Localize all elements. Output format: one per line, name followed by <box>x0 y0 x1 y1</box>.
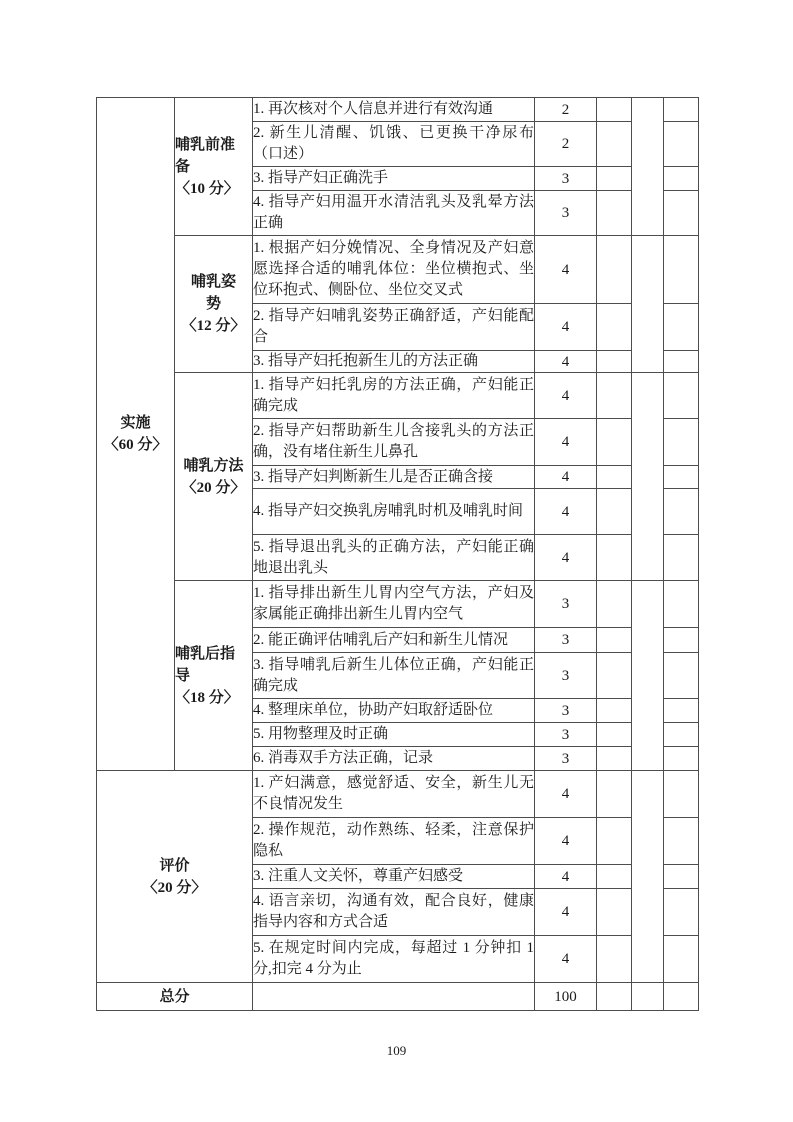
empty-cell-col6-merged <box>632 373 664 581</box>
item-cell: 3. 指导产妇判断新生儿是否正确含接 <box>253 466 535 489</box>
score-cell: 4 <box>535 466 597 489</box>
item-cell: 2. 能正确评估哺乳后产妇和新生儿情况 <box>253 628 535 653</box>
empty-cell-col7 <box>664 191 699 236</box>
empty-cell-col5 <box>597 983 632 1011</box>
score-cell: 3 <box>535 653 597 699</box>
empty-cell-col5 <box>597 167 632 191</box>
item-cell: 2. 新生儿清醒、饥饿、已更换干净尿布（口述） <box>253 122 535 167</box>
score-cell: 4 <box>535 818 597 865</box>
score-cell: 4 <box>535 865 597 889</box>
empty-cell-col7 <box>664 653 699 699</box>
score-cell: 4 <box>535 351 597 373</box>
empty-cell-col5 <box>597 373 632 419</box>
empty-cell-col6-merged <box>632 236 664 373</box>
empty-cell-col7 <box>664 236 699 304</box>
empty-cell-col7 <box>664 419 699 466</box>
stage-implementation-cell: 实施 〈60 分〉 <box>97 98 175 771</box>
score-cell: 3 <box>535 747 597 771</box>
empty-cell-col6-merged <box>632 771 664 983</box>
score-cell: 4 <box>535 535 597 581</box>
score-cell: 3 <box>535 723 597 747</box>
empty-cell-col7 <box>664 818 699 865</box>
empty-cell-col7 <box>664 723 699 747</box>
empty-cell-col7 <box>664 167 699 191</box>
breastfeeding-scoring-table <box>96 97 699 1011</box>
item-cell: 2. 指导产妇帮助新生儿含接乳头的方法正确，没有堵住新生儿鼻孔 <box>253 419 535 466</box>
empty-cell-col5 <box>597 122 632 167</box>
stage-evaluation-cell: 评价 〈20 分〉 <box>97 771 253 983</box>
empty-cell-col5 <box>597 699 632 723</box>
empty-cell-col5 <box>597 419 632 466</box>
empty-cell-col7 <box>664 304 699 351</box>
item-cell: 1. 指导产妇托乳房的方法正确，产妇能正确完成 <box>253 373 535 419</box>
item-cell: 4. 指导产妇用温开水清洁乳头及乳晕方法正确 <box>253 191 535 236</box>
empty-cell-col7 <box>664 581 699 628</box>
score-cell: 4 <box>535 771 597 818</box>
empty-cell-col7 <box>664 771 699 818</box>
empty-cell-col7 <box>664 351 699 373</box>
empty-cell-col5 <box>597 889 632 936</box>
total-label-cell: 总分 <box>97 983 253 1011</box>
total-row <box>97 983 699 1011</box>
score-cell: 4 <box>535 304 597 351</box>
empty-cell-col5 <box>597 818 632 865</box>
empty-cell-col7 <box>664 747 699 771</box>
empty-cell-col5 <box>597 747 632 771</box>
subsection-nursing-posture-cell: 哺乳姿 势 〈12 分〉 <box>175 236 253 373</box>
score-cell: 4 <box>535 236 597 304</box>
empty-cell-col5 <box>597 628 632 653</box>
empty-cell-col6 <box>632 983 664 1011</box>
item-cell: 3. 注重人文关怀，尊重产妇感受 <box>253 865 535 889</box>
item-cell: 2. 指导产妇哺乳姿势正确舒适，产妇能配合 <box>253 304 535 351</box>
empty-cell-col5 <box>597 98 632 122</box>
empty-cell-col7 <box>664 983 699 1011</box>
table-row <box>97 581 699 628</box>
subsection-post-nursing-cell: 哺乳后指 导 〈18 分〉 <box>175 581 253 771</box>
item-cell: 2. 操作规范，动作熟练、轻柔，注意保护隐私 <box>253 818 535 865</box>
empty-cell-col5 <box>597 723 632 747</box>
empty-cell-col5 <box>597 936 632 983</box>
empty-cell-col5 <box>597 535 632 581</box>
empty-cell-col7 <box>664 373 699 419</box>
item-cell: 3. 指导产妇托抱新生儿的方法正确 <box>253 351 535 373</box>
empty-cell-col7 <box>664 865 699 889</box>
empty-cell-col5 <box>597 304 632 351</box>
empty-cell-col5 <box>597 351 632 373</box>
empty-item-cell <box>253 983 535 1011</box>
score-cell: 3 <box>535 628 597 653</box>
empty-cell-col5 <box>597 191 632 236</box>
table-row <box>97 236 699 304</box>
empty-cell-col7 <box>664 628 699 653</box>
empty-cell-col5 <box>597 489 632 535</box>
empty-cell-col7 <box>664 535 699 581</box>
empty-cell-col5 <box>597 865 632 889</box>
empty-cell-col5 <box>597 653 632 699</box>
empty-cell-col7 <box>664 466 699 489</box>
score-cell: 4 <box>535 936 597 983</box>
empty-cell-col5 <box>597 466 632 489</box>
empty-cell-col7 <box>664 936 699 983</box>
item-cell: 5. 在规定时间内完成，每超过 1 分钟扣 1 分,扣完 4 分为止 <box>253 936 535 983</box>
item-cell: 1. 产妇满意，感觉舒适、安全，新生儿无不良情况发生 <box>253 771 535 818</box>
empty-cell-col7 <box>664 98 699 122</box>
score-cell: 3 <box>535 581 597 628</box>
table-row <box>97 98 699 122</box>
empty-cell-col7 <box>664 122 699 167</box>
score-cell: 4 <box>535 419 597 466</box>
empty-cell-col5 <box>597 236 632 304</box>
item-cell: 4. 整理床单位，协助产妇取舒适卧位 <box>253 699 535 723</box>
item-cell: 3. 指导产妇正确洗手 <box>253 167 535 191</box>
score-cell: 3 <box>535 167 597 191</box>
item-cell: 5. 指导退出乳头的正确方法，产妇能正确地退出乳头 <box>253 535 535 581</box>
empty-cell-col5 <box>597 771 632 818</box>
subsection-pre-nursing-cell: 哺乳前准 备 〈10 分〉 <box>175 98 253 236</box>
item-cell: 4. 语言亲切，沟通有效，配合良好，健康指导内容和方式合适 <box>253 889 535 936</box>
item-cell: 1. 根据产妇分娩情况、全身情况及产妇意愿选择合适的哺乳体位：坐位横抱式、坐位环抱式、侧卧位、坐位交叉式 <box>253 236 535 304</box>
score-cell: 4 <box>535 889 597 936</box>
item-cell: 5. 用物整理及时正确 <box>253 723 535 747</box>
empty-cell-col7 <box>664 889 699 936</box>
empty-cell-col5 <box>597 581 632 628</box>
score-cell: 4 <box>535 489 597 535</box>
table-row <box>97 373 699 419</box>
score-cell: 3 <box>535 191 597 236</box>
item-cell: 6. 消毒双手方法正确，记录 <box>253 747 535 771</box>
score-cell: 2 <box>535 122 597 167</box>
total-score-cell: 100 <box>535 983 597 1011</box>
empty-cell-col6-merged <box>632 98 664 236</box>
score-cell: 4 <box>535 373 597 419</box>
empty-cell-col6-merged <box>632 581 664 771</box>
page-number: 109 <box>386 1043 407 1058</box>
table-row <box>97 771 699 818</box>
score-cell: 3 <box>535 699 597 723</box>
score-cell: 2 <box>535 98 597 122</box>
item-cell: 3. 指导哺乳后新生儿体位正确，产妇能正确完成 <box>253 653 535 699</box>
item-cell: 1. 指导排出新生儿胃内空气方法，产妇及家属能正确排出新生儿胃内空气 <box>253 581 535 628</box>
item-cell: 1. 再次核对个人信息并进行有效沟通 <box>253 98 535 122</box>
empty-cell-col7 <box>664 699 699 723</box>
subsection-nursing-method-cell: 哺乳方法 〈20 分〉 <box>175 373 253 581</box>
empty-cell-col7 <box>664 489 699 535</box>
item-cell: 4. 指导产妇交换乳房哺乳时机及哺乳时间 <box>253 489 535 535</box>
